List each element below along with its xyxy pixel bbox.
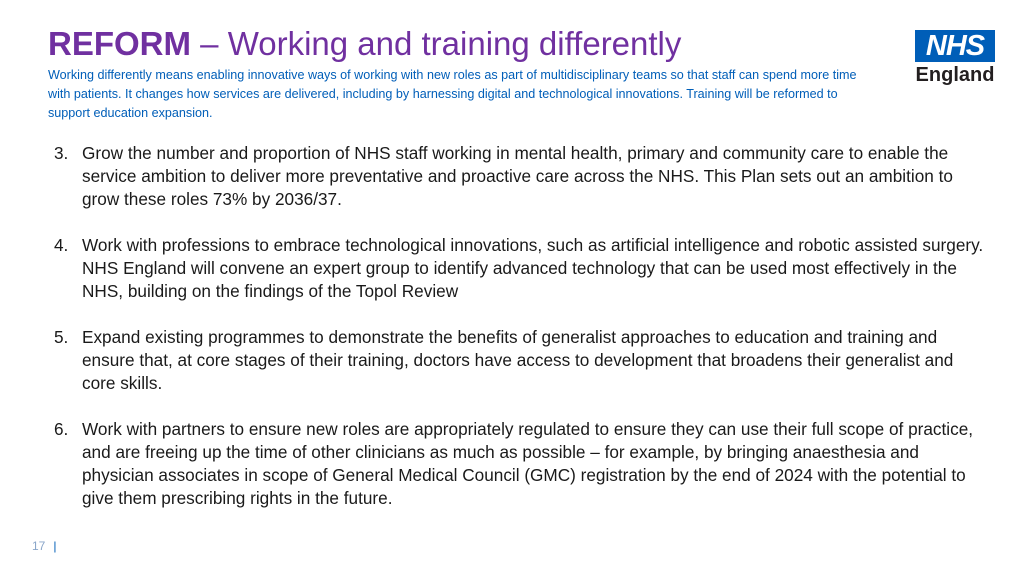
list-item — [54, 234, 984, 303]
list-item-number: 3. — [54, 143, 69, 163]
slide-footer — [32, 538, 56, 554]
numbered-list — [54, 142, 984, 533]
page-title — [48, 24, 681, 64]
list-item-number: 6. — [54, 419, 69, 439]
list-item-text: Work with professions to embrace technological innovations, such as artificial intelligence and robotic assisted surgery. NHS England will convene an expert group to identify advanced technology that can be used most effectively in the NHS, building on the findings of the Topol Review — [82, 235, 984, 301]
page-number: 17 — [32, 539, 46, 553]
footer-separator: | — [53, 539, 57, 553]
list-item — [54, 326, 984, 395]
page-subtitle: Working differently means enabling innovative ways of working with new roles as part of multidisciplinary teams so that staff can spend more time with patients. It changes how services are delivered, including by harnessing digital and technological innovations. Training will be reformed to support education expansion. — [48, 68, 857, 120]
page-title-bold: REFORM — [48, 25, 191, 62]
list-item-number: 5. — [54, 327, 69, 347]
nhs-logo-england-text: England — [915, 64, 995, 86]
list-item-text: Grow the number and proportion of NHS staff working in mental health, primary and community care to enable the service ambition to deliver more preventative and proactive care across the NHS. This Plan sets out an ambition to grow these roles 73% by 2036/37. — [82, 143, 953, 209]
list-item-text: Expand existing programmes to demonstrate the benefits of generalist approaches to education and training and ensure that, at core stages of their training, doctors have access to development that broadens their generalist and core skills. — [82, 327, 954, 393]
nhs-logo-box: NHS — [915, 30, 995, 62]
list-item — [54, 418, 984, 510]
nhs-england-logo — [912, 30, 998, 92]
list-item-text: Work with partners to ensure new roles are appropriately regulated to ensure they can use their full scope of practice, and are freeing up the time of other clinicians as much as possible – for example, by bringing anaesthesia and physician associates in scope of General Medical Council (GMC) registration by the end of 2024 with the potential to give them prescribing rights in the future. — [82, 419, 974, 508]
page-title-rest: – Working and training differently — [191, 25, 682, 62]
list-item-number: 4. — [54, 235, 69, 255]
list-item — [54, 142, 984, 211]
